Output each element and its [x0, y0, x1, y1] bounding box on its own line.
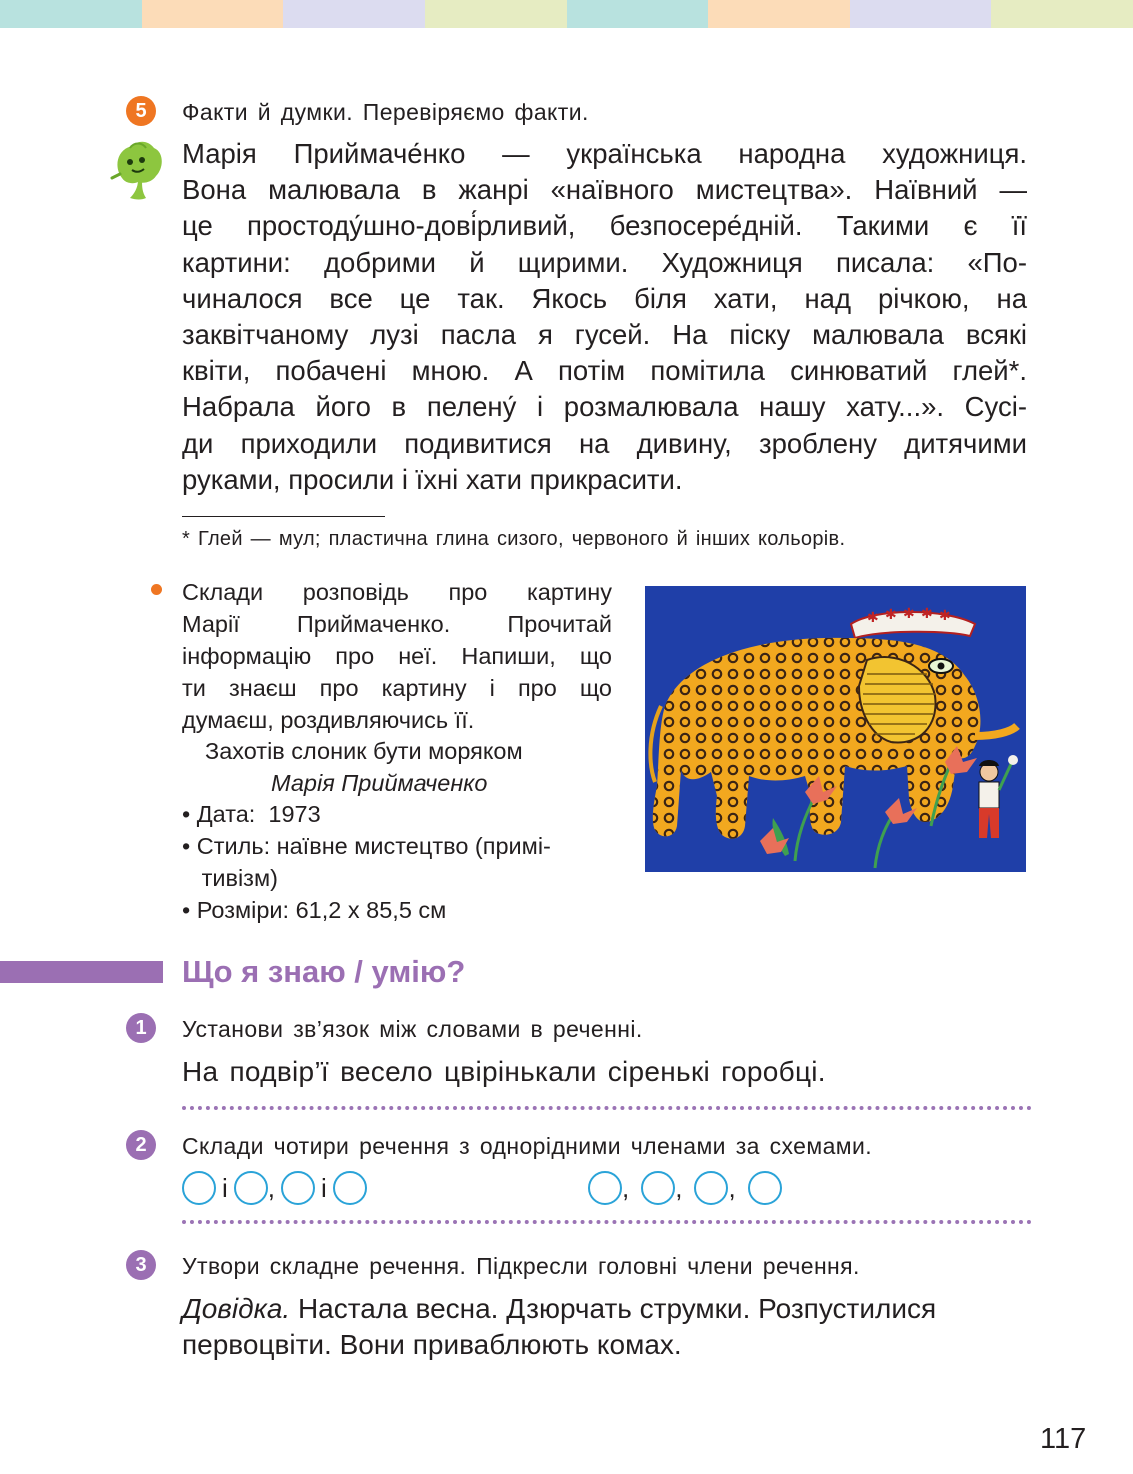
paragraph-line: Набрала його в пелену́ і розмалювала нашу хату...». Сусі-	[182, 391, 1027, 423]
section-accent-bar	[0, 961, 163, 983]
page-number: 117	[1040, 1423, 1087, 1455]
reference-line-1	[182, 1291, 1032, 1327]
scheme-circle-icon	[588, 1171, 622, 1205]
paragraph-line: руками, просили і їхні хати прикрасити.	[182, 463, 683, 495]
task-2-heading: Склади чотири речення з однорідними членами за схемами.	[182, 1133, 873, 1159]
stripe	[991, 0, 1133, 28]
task-5-paragraph	[182, 136, 1027, 498]
paragraph-line: заквітчаному лузі пасла я гусей. На піску малювала всякі	[182, 319, 1027, 351]
paragraph-line: чиналося все це так. Якось біля хати, над річкою, на	[182, 282, 1027, 314]
assignment-line: Марії Приймаченко. Прочитай	[182, 611, 612, 637]
task-3-reference	[182, 1291, 1032, 1363]
painting-author: Марія Приймаченко	[271, 770, 488, 796]
svg-text:✱: ✱	[903, 606, 915, 622]
footnote: * Глей — мул; пластична глина сизого, червоного й інших кольорів.	[182, 528, 846, 550]
stripe	[142, 0, 284, 28]
painting-elephant-image	[645, 586, 1026, 872]
task-1-number-badge: 1	[126, 1013, 156, 1043]
scheme-circle-icon	[281, 1171, 315, 1205]
painting-info-style: • Стиль: наївне мистецтво (примі-	[182, 833, 551, 859]
scheme-separator: ,	[675, 1172, 683, 1203]
painting-info-size: • Розміри: 61,2 х 85,5 см	[182, 897, 447, 923]
scheme-separator: ,	[728, 1172, 736, 1203]
assignment-line: Склади розповідь про картину	[182, 579, 612, 605]
task-1-sentence: На подвір’ї весело цвірінькали сіренькі горобці.	[182, 1056, 826, 1087]
assignment-line: думаєш, роздивляючись її.	[182, 707, 475, 733]
painting-info-style-cont: тивізм)	[182, 865, 278, 891]
reference-line-2: первоцвіти. Вони приваблюють комах.	[182, 1329, 682, 1360]
dotted-separator	[182, 1106, 1032, 1110]
svg-text:✱: ✱	[939, 608, 951, 624]
svg-text:✱: ✱	[867, 610, 879, 626]
scheme-circle-icon	[182, 1171, 216, 1205]
paragraph-line: квіти, побачені мною. А потім помітила синюватий глей*.	[182, 355, 1027, 387]
paragraph-line: Вона малювала в жанрі «наївного мистецтва». Наївний —	[182, 174, 1027, 206]
reference-text: Настала весна. Дзюрчать струмки. Розпустилися	[290, 1293, 937, 1324]
scheme-separator: ,	[622, 1172, 630, 1203]
task-3-heading: Утвори складне речення. Підкресли головні члени речення.	[182, 1253, 860, 1279]
dotted-separator	[182, 1220, 1032, 1224]
paragraph-line: картини: добрими й щирими. Художниця писала: «По-	[182, 246, 1027, 278]
svg-text:✱: ✱	[921, 606, 933, 622]
stripe	[567, 0, 709, 28]
scheme-circle-icon	[694, 1171, 728, 1205]
scheme-separator: і	[321, 1172, 327, 1203]
assignment-line: ти знаєш про картину і про що	[182, 675, 612, 701]
assignment-line: інформацію про неї. Напиши, що	[182, 643, 612, 669]
top-color-stripes	[0, 0, 1133, 28]
stripe	[708, 0, 850, 28]
stripe	[283, 0, 425, 28]
scheme-separator: ,	[267, 1172, 276, 1203]
paragraph-line: ди приходили подивитися на дивину, зроблену дитячими	[182, 427, 1027, 459]
footnote-divider	[182, 516, 385, 517]
stripe	[0, 0, 142, 28]
section-title: Що я знаю / умію?	[182, 954, 466, 989]
paragraph-line: Марія Приймаче́нко — українська народна художниця.	[182, 138, 1027, 169]
painting-info-date: • Дата: 1973	[182, 801, 321, 827]
task-3-number-badge: 3	[126, 1250, 156, 1280]
assignment-text	[182, 576, 612, 736]
scheme-2	[588, 1171, 782, 1205]
task-5-number-badge: 5	[126, 96, 156, 126]
svg-text:✱: ✱	[885, 607, 897, 623]
green-leaf-mascot-icon	[108, 138, 168, 204]
task-5-heading: Факти й думки. Перевіряємо факти.	[182, 99, 589, 125]
scheme-circle-icon	[748, 1171, 782, 1205]
task-2-number-badge: 2	[126, 1130, 156, 1160]
orange-bullet-icon	[151, 584, 162, 595]
task-1-heading: Установи зв’язок між словами в реченні.	[182, 1016, 643, 1042]
scheme-1	[182, 1171, 367, 1205]
stripe	[850, 0, 992, 28]
scheme-circle-icon	[333, 1171, 367, 1205]
scheme-separator: і	[222, 1172, 228, 1203]
stripe	[425, 0, 567, 28]
reference-label: Довідка.	[182, 1293, 291, 1324]
painting-title: Захотів слоник бути моряком	[205, 738, 523, 764]
scheme-circle-icon	[234, 1171, 268, 1205]
paragraph-line: це простоду́шно-дові́рливий, безпосере́дній. Такими є її	[182, 210, 1027, 242]
scheme-circle-icon	[641, 1171, 675, 1205]
